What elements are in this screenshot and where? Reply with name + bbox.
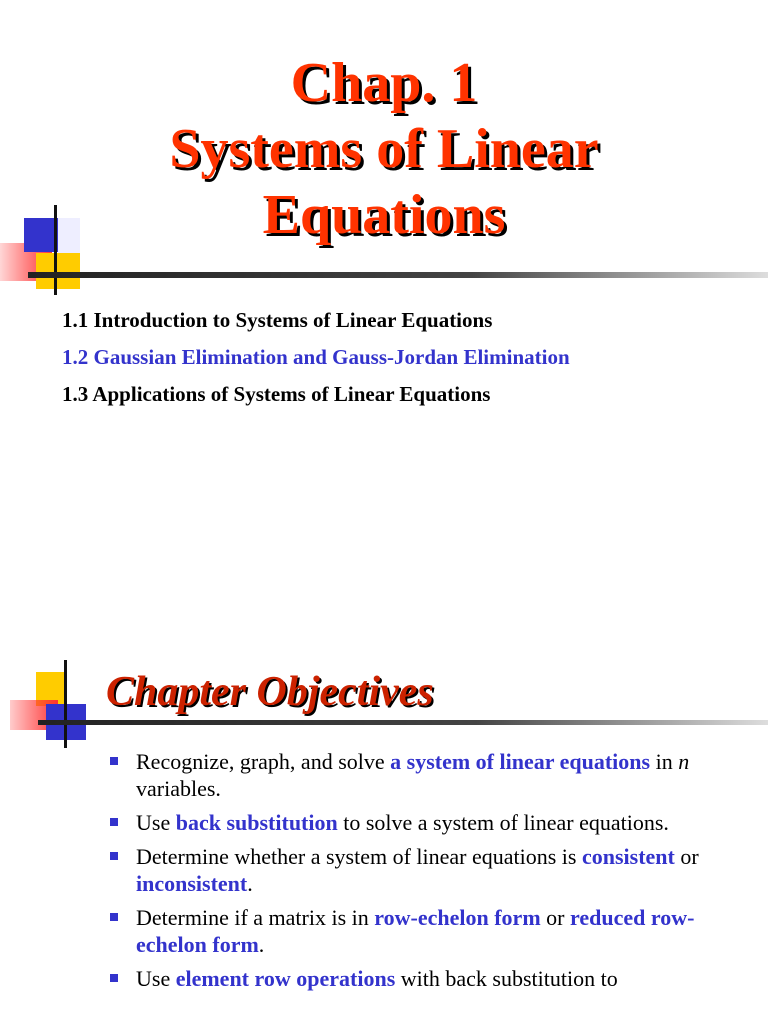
chapter-title (0, 50, 768, 248)
objectives-list (108, 748, 748, 999)
objective-text: n (678, 749, 690, 774)
objective-item (108, 748, 748, 802)
square-bullet-icon (110, 974, 118, 982)
objective-text: in (650, 749, 679, 774)
objective-keyword: inconsistent (136, 871, 248, 896)
objective-text: Determine whether a system of linear equations is (136, 844, 582, 869)
objective-text: or (540, 905, 570, 930)
title-line-3: Equations (262, 184, 506, 246)
ornament-vertical-line (64, 660, 67, 748)
objective-text: Recognize, graph, and solve (136, 749, 391, 774)
objective-item (108, 965, 748, 992)
objectives-title: Chapter Objectives (106, 669, 434, 715)
title-line-1: Chap. 1 (290, 52, 478, 114)
objective-item (108, 843, 748, 897)
objective-text: with back substitution to (395, 966, 618, 991)
title-divider (28, 272, 768, 278)
section-list (62, 302, 570, 413)
objective-keyword: consistent (581, 844, 675, 869)
section-item-1-2[interactable]: 1.2 Gaussian Elimination and Gauss-Jordan Elimination (62, 345, 570, 369)
objective-keyword: a system of linear equations (390, 749, 651, 774)
section-item-1-1[interactable]: 1.1 Introduction to Systems of Linear Equations (62, 308, 493, 332)
objective-item (108, 904, 748, 958)
objective-keyword: back substitution (175, 810, 338, 835)
objective-item (108, 809, 748, 836)
objective-keyword: element row operations (175, 966, 396, 991)
ornament-yellow-square (36, 253, 80, 289)
objective-keyword: reduced row-echelon form (136, 905, 695, 957)
objective-text: . (258, 932, 265, 957)
objective-text: variables. (136, 776, 221, 801)
corner-ornament (10, 660, 110, 748)
objective-text: or (674, 844, 699, 869)
square-bullet-icon (110, 757, 118, 765)
square-bullet-icon (110, 913, 118, 921)
objective-text: Determine if a matrix is in (136, 905, 375, 930)
objective-text: Use (136, 966, 176, 991)
square-bullet-icon (110, 852, 118, 860)
objective-text: . (247, 871, 253, 896)
objectives-divider (38, 720, 768, 725)
objective-text: to solve a system of linear equations. (337, 810, 669, 835)
objective-keyword: row-echelon form (374, 905, 541, 930)
square-bullet-icon (110, 818, 118, 826)
title-line-2: Systems of Linear (169, 118, 599, 180)
section-item-1-3[interactable]: 1.3 Applications of Systems of Linear Equations (62, 382, 491, 406)
objective-text: Use (136, 810, 176, 835)
